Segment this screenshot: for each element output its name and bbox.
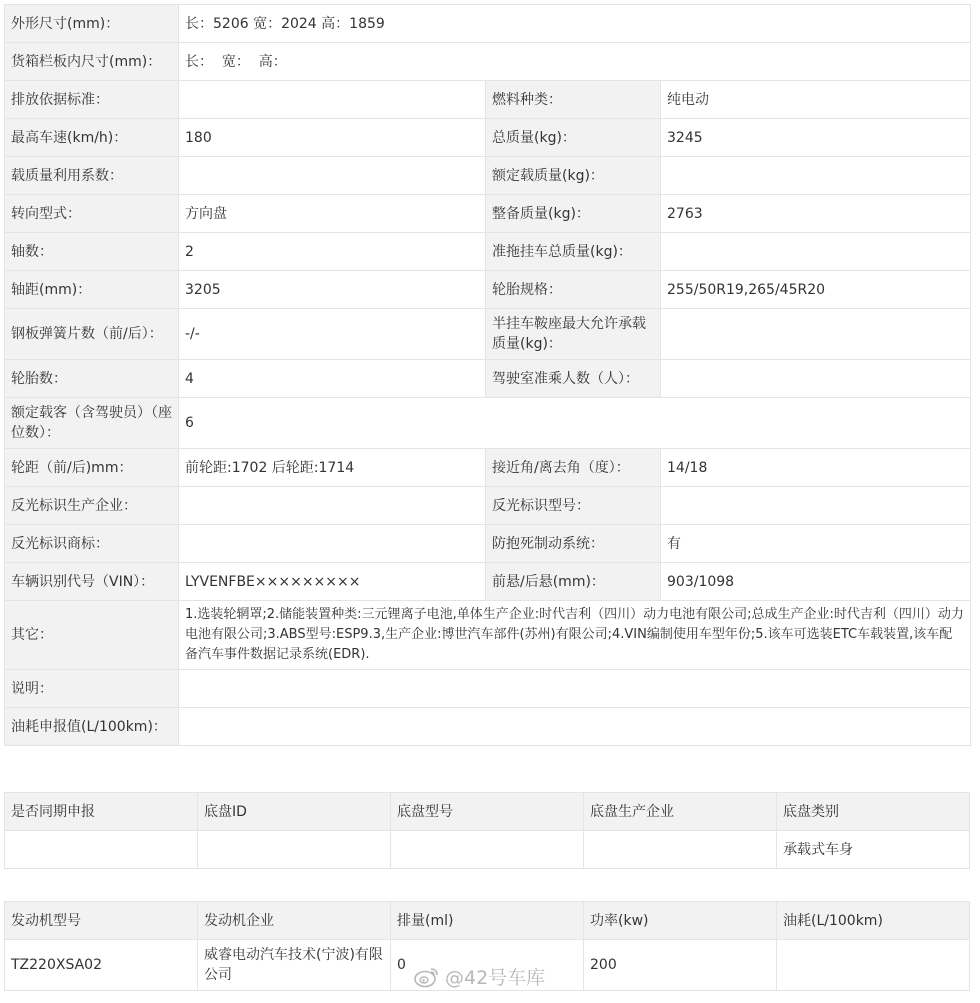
spec-row: [5, 5, 971, 43]
cab-seats-label: 驾驶室准乘人数（人）：: [486, 360, 661, 398]
spec-row: [5, 271, 971, 309]
table-cell: [777, 940, 970, 991]
emission-value: [179, 81, 486, 119]
spring-label: 钢板弹簧片数（前/后）：: [5, 309, 179, 360]
vin-value: LYVENFBE×××××××××: [179, 563, 486, 601]
consumption-label: 油耗申报值(L/100km)：: [5, 708, 179, 746]
consumption-value: [179, 708, 971, 746]
spec-row: [5, 309, 971, 360]
track-value: 前轮距:1702 后轮距:1714: [179, 449, 486, 487]
cargo-size-label: 货箱栏板内尺寸(mm)：: [5, 43, 179, 81]
chassis-table: [4, 792, 970, 869]
angle-label: 接近角/离去角（度）：: [486, 449, 661, 487]
load-coef-value: [179, 157, 486, 195]
emission-label: 排放依据标准：: [5, 81, 179, 119]
overhang-value: 903/1098: [661, 563, 971, 601]
note-value: [179, 670, 971, 708]
spec-row: [5, 119, 971, 157]
reflect-model-value: [661, 487, 971, 525]
spec-row: [5, 81, 971, 119]
column-header: 底盘ID: [198, 793, 391, 831]
watermark-text: @42号车库: [445, 967, 546, 989]
spec-row: [5, 670, 971, 708]
total-mass-label: 总质量(kg)：: [486, 119, 661, 157]
rated-load-value: [661, 157, 971, 195]
reflect-model-label: 反光标识型号：: [486, 487, 661, 525]
spec-row: [5, 360, 971, 398]
watermark: [414, 963, 545, 990]
load-coef-label: 载质量利用系数：: [5, 157, 179, 195]
table-cell: [584, 831, 777, 869]
column-header: 是否同期申报: [5, 793, 198, 831]
cargo-size-value: 长： 宽： 高：: [179, 43, 971, 81]
spec-row: [5, 157, 971, 195]
spec-row: [5, 233, 971, 271]
spec-row: [5, 43, 971, 81]
weibo-icon: [414, 966, 440, 988]
table-cell: [391, 831, 584, 869]
passengers-label: 额定载客（含驾驶员）（座位数）：: [5, 398, 179, 449]
reflect-maker-value: [179, 487, 486, 525]
track-label: 轮距（前/后)mm：: [5, 449, 179, 487]
steering-value: 方向盘: [179, 195, 486, 233]
column-header: 发动机企业: [198, 902, 391, 940]
angle-value: 14/18: [661, 449, 971, 487]
speed-value: 180: [179, 119, 486, 157]
saddle-load-value: [661, 309, 971, 360]
table-cell: 威睿电动汽车技术(宁波)有限公司: [198, 940, 391, 991]
spec-row: [5, 563, 971, 601]
note-label: 说明：: [5, 670, 179, 708]
wheelbase-value: 3205: [179, 271, 486, 309]
column-header: 发动机型号: [5, 902, 198, 940]
other-value: 1.选装轮辋罩;2.储能装置种类:三元锂离子电池,单体生产企业:时代吉利（四川）动力电池有限公司;总成生产企业:时代吉利（四川）动力电池有限公司;3.ABS型号:ESP9.3,生产企业:博世汽车部件(苏州)有限公司;4.VIN编制使用车型年份;5.该车可选装ETC车载装置,该车配备汽车事件数据记录系统(EDR).: [179, 601, 971, 670]
table-cell: TZ220XSA02: [5, 940, 198, 991]
table-cell: 0: [391, 940, 584, 991]
tire-spec-value: 255/50R19,265/45R20: [661, 271, 971, 309]
spec-row: [5, 487, 971, 525]
fuel-label: 燃料种类：: [486, 81, 661, 119]
column-header: 底盘类别: [777, 793, 970, 831]
trailer-mass-value: [661, 233, 971, 271]
vehicle-spec-table: [4, 4, 971, 746]
table-header-row: [5, 902, 970, 940]
table-row: [5, 831, 970, 869]
reflect-maker-label: 反光标识生产企业：: [5, 487, 179, 525]
table-cell: 承载式车身: [777, 831, 970, 869]
column-header: 底盘生产企业: [584, 793, 777, 831]
rated-load-label: 额定载质量(kg)：: [486, 157, 661, 195]
reflect-brand-value: [179, 525, 486, 563]
spec-row: [5, 601, 971, 670]
saddle-load-label: 半挂车鞍座最大允许承载质量(kg)：: [486, 309, 661, 360]
axles-value: 2: [179, 233, 486, 271]
curb-mass-value: 2763: [661, 195, 971, 233]
passengers-value: 6: [179, 398, 971, 449]
column-header: 功率(kw): [584, 902, 777, 940]
spec-row: [5, 398, 971, 449]
table-cell: [198, 831, 391, 869]
column-header: 油耗(L/100km): [777, 902, 970, 940]
trailer-mass-label: 准拖挂车总质量(kg)：: [486, 233, 661, 271]
dimensions-label: 外形尺寸(mm)：: [5, 5, 179, 43]
speed-label: 最高车速(km/h)：: [5, 119, 179, 157]
table-cell: 200: [584, 940, 777, 991]
curb-mass-label: 整备质量(kg)：: [486, 195, 661, 233]
fuel-value: 纯电动: [661, 81, 971, 119]
total-mass-value: 3245: [661, 119, 971, 157]
wheelbase-label: 轴距(mm)：: [5, 271, 179, 309]
spec-row: [5, 449, 971, 487]
table-header-row: [5, 793, 970, 831]
tires-value: 4: [179, 360, 486, 398]
spec-row: [5, 195, 971, 233]
column-header: 排量(ml): [391, 902, 584, 940]
reflect-brand-label: 反光标识商标：: [5, 525, 179, 563]
spec-row: [5, 525, 971, 563]
column-header: 底盘型号: [391, 793, 584, 831]
cab-seats-value: [661, 360, 971, 398]
vin-label: 车辆识别代号（VIN）：: [5, 563, 179, 601]
axles-label: 轴数：: [5, 233, 179, 271]
abs-label: 防抱死制动系统：: [486, 525, 661, 563]
overhang-label: 前悬/后悬(mm)：: [486, 563, 661, 601]
spec-row: [5, 708, 971, 746]
table-cell: [5, 831, 198, 869]
steering-label: 转向型式：: [5, 195, 179, 233]
dimensions-value: 长：5206 宽：2024 高：1859: [179, 5, 971, 43]
spring-value: -/-: [179, 309, 486, 360]
tire-spec-label: 轮胎规格：: [486, 271, 661, 309]
tires-label: 轮胎数：: [5, 360, 179, 398]
other-label: 其它：: [5, 601, 179, 670]
abs-value: 有: [661, 525, 971, 563]
